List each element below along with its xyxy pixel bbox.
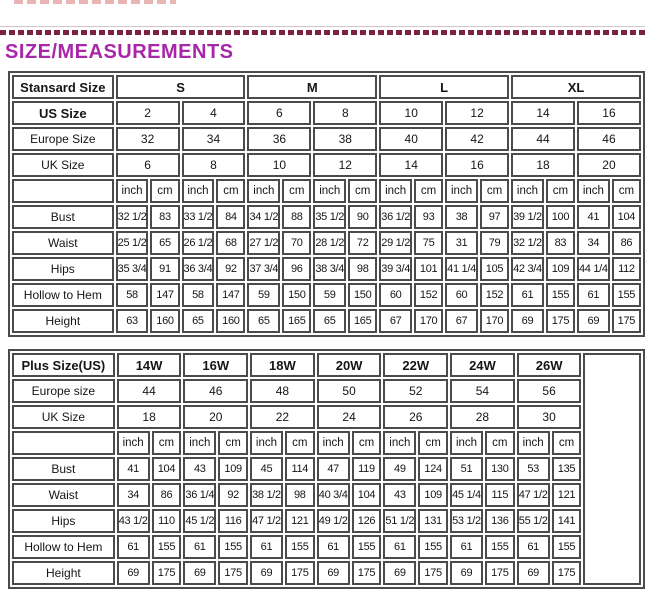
- unit-header-cell: cm: [485, 431, 515, 455]
- measure-value-cell: 119: [352, 457, 382, 481]
- measure-value-cell: 28 1/2: [313, 231, 346, 255]
- measure-value-cell: 101: [414, 257, 443, 281]
- measure-value-cell: 155: [152, 535, 182, 559]
- size-value-cell: 40: [379, 127, 443, 151]
- unit-header-cell: cm: [480, 179, 509, 203]
- size-value-cell: 20: [183, 405, 248, 429]
- size-value-cell: 26: [383, 405, 448, 429]
- unit-header-cell: cm: [216, 179, 245, 203]
- unit-header-cell: inch: [183, 431, 216, 455]
- measure-value-cell: 124: [418, 457, 448, 481]
- unit-header-cell: inch: [247, 179, 280, 203]
- measure-value-cell: 83: [546, 231, 575, 255]
- dashed-separator: [0, 30, 645, 35]
- size-value-cell: 4: [182, 101, 246, 125]
- unit-header-cell: inch: [383, 431, 416, 455]
- measure-value-cell: 41: [577, 205, 610, 229]
- size-value-cell: 10: [379, 101, 443, 125]
- size-value-cell: 48: [250, 379, 315, 403]
- measure-value-cell: 38: [445, 205, 478, 229]
- measure-value-cell: 116: [218, 509, 248, 533]
- measure-value-cell: 98: [348, 257, 377, 281]
- size-value-cell: 18: [117, 405, 182, 429]
- measure-value-cell: 41 1/4: [445, 257, 478, 281]
- measure-value-cell: 53: [517, 457, 550, 481]
- measure-value-cell: 69: [383, 561, 416, 585]
- measure-value-cell: 152: [414, 283, 443, 307]
- measure-value-cell: 32 1/2: [511, 231, 544, 255]
- unit-header-cell: cm: [352, 431, 382, 455]
- size-value-cell: 28: [450, 405, 515, 429]
- measure-value-cell: 58: [182, 283, 215, 307]
- measure-value-cell: 35 3/4: [116, 257, 149, 281]
- size-value-cell: 36: [247, 127, 311, 151]
- unit-header-cell: inch: [250, 431, 283, 455]
- row-label: UK Size: [12, 405, 115, 429]
- measure-value-cell: 36 1/4: [183, 483, 216, 507]
- size-measurement-tables: [8, 71, 645, 589]
- measure-value-cell: 175: [218, 561, 248, 585]
- measure-value-cell: 110: [152, 509, 182, 533]
- measure-value-cell: 69: [317, 561, 350, 585]
- measure-value-cell: 49 1/2: [317, 509, 350, 533]
- measure-value-cell: 45: [250, 457, 283, 481]
- size-group-cell: 26W: [517, 353, 582, 377]
- unit-header-cell: inch: [313, 179, 346, 203]
- measure-value-cell: 147: [216, 283, 245, 307]
- measure-value-cell: 61: [577, 283, 610, 307]
- measure-value-cell: 51: [450, 457, 483, 481]
- measure-value-cell: 61: [250, 535, 283, 559]
- measure-value-cell: 33 1/2: [182, 205, 215, 229]
- size-value-cell: 12: [313, 153, 377, 177]
- measure-value-cell: 61: [383, 535, 416, 559]
- size-group-cell: 24W: [450, 353, 515, 377]
- measure-value-cell: 175: [418, 561, 448, 585]
- measure-value-cell: 61: [517, 535, 550, 559]
- unit-header-cell: inch: [116, 179, 149, 203]
- size-group-cell: 20W: [317, 353, 382, 377]
- size-value-cell: 24: [317, 405, 382, 429]
- measure-value-cell: 47 1/2: [250, 509, 283, 533]
- measure-value-cell: 105: [480, 257, 509, 281]
- corner-label: Plus Size(US): [12, 353, 115, 377]
- measure-value-cell: 136: [485, 509, 515, 533]
- size-value-cell: 56: [517, 379, 582, 403]
- measure-value-cell: 60: [445, 283, 478, 307]
- row-label: Hollow to Hem: [12, 283, 114, 307]
- unit-header-cell: inch: [517, 431, 550, 455]
- size-value-cell: 14: [379, 153, 443, 177]
- measure-value-cell: 32 1/2: [116, 205, 149, 229]
- size-value-cell: 2: [116, 101, 180, 125]
- row-label: Bust: [12, 457, 115, 481]
- measure-value-cell: 61: [183, 535, 216, 559]
- measure-value-cell: 51 1/2: [383, 509, 416, 533]
- size-value-cell: 34: [182, 127, 246, 151]
- measure-value-cell: 65: [150, 231, 179, 255]
- measure-value-cell: 72: [348, 231, 377, 255]
- measure-value-cell: 27 1/2: [247, 231, 280, 255]
- measure-value-cell: 41: [117, 457, 150, 481]
- measure-value-cell: 55 1/2: [517, 509, 550, 533]
- measure-value-cell: 43: [383, 483, 416, 507]
- measure-value-cell: 114: [285, 457, 315, 481]
- page-title: SIZE/MEASUREMENTS: [5, 41, 234, 63]
- measure-value-cell: 131: [418, 509, 448, 533]
- row-label: US Size: [12, 101, 114, 125]
- measure-value-cell: 155: [418, 535, 448, 559]
- standard-size-table-grid: [8, 71, 645, 337]
- measure-value-cell: 39 3/4: [379, 257, 412, 281]
- size-value-cell: 50: [317, 379, 382, 403]
- measure-value-cell: 58: [116, 283, 149, 307]
- row-label: Europe size: [12, 379, 115, 403]
- measure-value-cell: 40 3/4: [317, 483, 350, 507]
- measure-value-cell: 59: [247, 283, 280, 307]
- row-label: Hips: [12, 509, 115, 533]
- measure-value-cell: 155: [352, 535, 382, 559]
- measure-value-cell: 175: [285, 561, 315, 585]
- size-value-cell: 8: [182, 153, 246, 177]
- size-value-cell: 14: [511, 101, 575, 125]
- measure-value-cell: 126: [352, 509, 382, 533]
- measure-value-cell: 130: [485, 457, 515, 481]
- row-label: Height: [12, 309, 114, 333]
- measure-value-cell: 53 1/2: [450, 509, 483, 533]
- row-label: Hollow to Hem: [12, 535, 115, 559]
- measure-value-cell: 155: [218, 535, 248, 559]
- size-group-cell: 18W: [250, 353, 315, 377]
- measure-value-cell: 34 1/2: [247, 205, 280, 229]
- measure-value-cell: 141: [552, 509, 582, 533]
- measure-value-cell: 69: [250, 561, 283, 585]
- unit-header-cell: cm: [552, 431, 582, 455]
- measure-value-cell: 43 1/2: [117, 509, 150, 533]
- unit-header-cell: inch: [117, 431, 150, 455]
- size-value-cell: 12: [445, 101, 509, 125]
- measure-value-cell: 155: [546, 283, 575, 307]
- measure-value-cell: 65: [182, 309, 215, 333]
- measure-value-cell: 35 1/2: [313, 205, 346, 229]
- row-label: Waist: [12, 231, 114, 255]
- unit-header-cell: cm: [414, 179, 443, 203]
- measure-value-cell: 170: [414, 309, 443, 333]
- measure-value-cell: 121: [285, 509, 315, 533]
- measure-value-cell: 68: [216, 231, 245, 255]
- measure-value-cell: 135: [552, 457, 582, 481]
- size-value-cell: 6: [247, 101, 311, 125]
- size-value-cell: 46: [183, 379, 248, 403]
- unit-header-cell: cm: [282, 179, 311, 203]
- measure-value-cell: 34: [577, 231, 610, 255]
- measure-value-cell: 31: [445, 231, 478, 255]
- measure-value-cell: 175: [552, 561, 582, 585]
- size-value-cell: 6: [116, 153, 180, 177]
- size-value-cell: 46: [577, 127, 641, 151]
- measure-value-cell: 115: [485, 483, 515, 507]
- size-value-cell: 54: [450, 379, 515, 403]
- measure-value-cell: 36 1/2: [379, 205, 412, 229]
- measure-value-cell: 79: [480, 231, 509, 255]
- measure-value-cell: 96: [282, 257, 311, 281]
- unit-header-cell: cm: [218, 431, 248, 455]
- size-value-cell: 38: [313, 127, 377, 151]
- measure-value-cell: 38 1/2: [250, 483, 283, 507]
- row-label: UK Size: [12, 153, 114, 177]
- measure-value-cell: 175: [612, 309, 641, 333]
- measure-value-cell: 93: [414, 205, 443, 229]
- row-label: Europe Size: [12, 127, 114, 151]
- measure-value-cell: 69: [183, 561, 216, 585]
- measure-value-cell: 61: [317, 535, 350, 559]
- measure-value-cell: 150: [282, 283, 311, 307]
- measure-value-cell: 69: [117, 561, 150, 585]
- size-value-cell: 52: [383, 379, 448, 403]
- measure-value-cell: 98: [285, 483, 315, 507]
- measure-value-cell: 37 3/4: [247, 257, 280, 281]
- measure-value-cell: 26 1/2: [182, 231, 215, 255]
- measure-value-cell: 112: [612, 257, 641, 281]
- measure-value-cell: 69: [577, 309, 610, 333]
- measure-value-cell: 69: [511, 309, 544, 333]
- measure-value-cell: 47 1/2: [517, 483, 550, 507]
- measure-value-cell: 97: [480, 205, 509, 229]
- size-value-cell: 18: [511, 153, 575, 177]
- measure-value-cell: 69: [450, 561, 483, 585]
- size-value-cell: 22: [250, 405, 315, 429]
- measure-value-cell: 175: [546, 309, 575, 333]
- unit-header-cell: cm: [150, 179, 179, 203]
- measure-value-cell: 104: [352, 483, 382, 507]
- measure-value-cell: 165: [282, 309, 311, 333]
- size-group-cell: M: [247, 75, 377, 99]
- row-label: Bust: [12, 205, 114, 229]
- corner-label: Stansard Size: [12, 75, 114, 99]
- measure-value-cell: 45 1/4: [450, 483, 483, 507]
- measure-value-cell: 86: [152, 483, 182, 507]
- size-group-cell: 22W: [383, 353, 448, 377]
- measure-value-cell: 43: [183, 457, 216, 481]
- size-group-cell: S: [116, 75, 246, 99]
- measure-value-cell: 152: [480, 283, 509, 307]
- filler-cell: [583, 353, 641, 585]
- measure-value-cell: 34: [117, 483, 150, 507]
- size-value-cell: 8: [313, 101, 377, 125]
- size-value-cell: 30: [517, 405, 582, 429]
- measure-value-cell: 160: [216, 309, 245, 333]
- unit-header-cell: cm: [285, 431, 315, 455]
- measure-value-cell: 67: [379, 309, 412, 333]
- size-group-cell: L: [379, 75, 509, 99]
- measure-value-cell: 175: [152, 561, 182, 585]
- measure-value-cell: 92: [218, 483, 248, 507]
- measure-value-cell: 38 3/4: [313, 257, 346, 281]
- unit-header-cell: inch: [182, 179, 215, 203]
- measure-value-cell: 49: [383, 457, 416, 481]
- measure-value-cell: 84: [216, 205, 245, 229]
- unit-header-cell: cm: [612, 179, 641, 203]
- measure-value-cell: 39 1/2: [511, 205, 544, 229]
- size-value-cell: 20: [577, 153, 641, 177]
- measure-value-cell: 44 1/4: [577, 257, 610, 281]
- unit-header-cell: cm: [546, 179, 575, 203]
- measure-value-cell: 69: [517, 561, 550, 585]
- measure-value-cell: 100: [546, 205, 575, 229]
- measure-value-cell: 165: [348, 309, 377, 333]
- measure-value-cell: 42 3/4: [511, 257, 544, 281]
- measure-value-cell: 59: [313, 283, 346, 307]
- measure-value-cell: 155: [485, 535, 515, 559]
- row-label: Hips: [12, 257, 114, 281]
- measure-value-cell: 175: [352, 561, 382, 585]
- horizontal-rule: [0, 26, 645, 27]
- measure-value-cell: 175: [485, 561, 515, 585]
- measure-value-cell: 88: [282, 205, 311, 229]
- size-group-cell: 16W: [183, 353, 248, 377]
- measure-value-cell: 60: [379, 283, 412, 307]
- empty-corner-cell: [12, 431, 115, 455]
- measure-value-cell: 36 3/4: [182, 257, 215, 281]
- measure-value-cell: 170: [480, 309, 509, 333]
- size-group-cell: XL: [511, 75, 641, 99]
- measure-value-cell: 61: [450, 535, 483, 559]
- measure-value-cell: 70: [282, 231, 311, 255]
- measure-value-cell: 65: [247, 309, 280, 333]
- measure-value-cell: 147: [150, 283, 179, 307]
- measure-value-cell: 155: [612, 283, 641, 307]
- measure-value-cell: 29 1/2: [379, 231, 412, 255]
- measure-value-cell: 47: [317, 457, 350, 481]
- measure-value-cell: 92: [216, 257, 245, 281]
- empty-corner-cell: [12, 179, 114, 203]
- size-value-cell: 44: [117, 379, 182, 403]
- unit-header-cell: inch: [511, 179, 544, 203]
- measure-value-cell: 91: [150, 257, 179, 281]
- measure-value-cell: 45 1/2: [183, 509, 216, 533]
- clipped-red-text-fragment: [14, 0, 176, 4]
- unit-header-cell: cm: [348, 179, 377, 203]
- measure-value-cell: 155: [285, 535, 315, 559]
- measure-value-cell: 61: [511, 283, 544, 307]
- size-value-cell: 32: [116, 127, 180, 151]
- measure-value-cell: 109: [218, 457, 248, 481]
- unit-header-cell: cm: [418, 431, 448, 455]
- measure-value-cell: 104: [152, 457, 182, 481]
- unit-header-cell: inch: [445, 179, 478, 203]
- measure-value-cell: 155: [552, 535, 582, 559]
- measure-value-cell: 109: [546, 257, 575, 281]
- size-value-cell: 16: [577, 101, 641, 125]
- unit-header-cell: cm: [152, 431, 182, 455]
- measure-value-cell: 109: [418, 483, 448, 507]
- size-value-cell: 16: [445, 153, 509, 177]
- measure-value-cell: 83: [150, 205, 179, 229]
- measure-value-cell: 160: [150, 309, 179, 333]
- row-label: Waist: [12, 483, 115, 507]
- size-group-cell: 14W: [117, 353, 182, 377]
- plus-size-table-grid: [8, 349, 645, 589]
- size-value-cell: 42: [445, 127, 509, 151]
- plus-size-table: [8, 349, 645, 589]
- unit-header-cell: inch: [317, 431, 350, 455]
- standard-size-table: [8, 71, 645, 337]
- size-value-cell: 44: [511, 127, 575, 151]
- measure-value-cell: 25 1/2: [116, 231, 149, 255]
- measure-value-cell: 90: [348, 205, 377, 229]
- measure-value-cell: 63: [116, 309, 149, 333]
- measure-value-cell: 75: [414, 231, 443, 255]
- measure-value-cell: 86: [612, 231, 641, 255]
- measure-value-cell: 121: [552, 483, 582, 507]
- measure-value-cell: 61: [117, 535, 150, 559]
- measure-value-cell: 150: [348, 283, 377, 307]
- size-value-cell: 10: [247, 153, 311, 177]
- unit-header-cell: inch: [450, 431, 483, 455]
- row-label: Height: [12, 561, 115, 585]
- measure-value-cell: 104: [612, 205, 641, 229]
- measure-value-cell: 67: [445, 309, 478, 333]
- measure-value-cell: 65: [313, 309, 346, 333]
- unit-header-cell: inch: [577, 179, 610, 203]
- unit-header-cell: inch: [379, 179, 412, 203]
